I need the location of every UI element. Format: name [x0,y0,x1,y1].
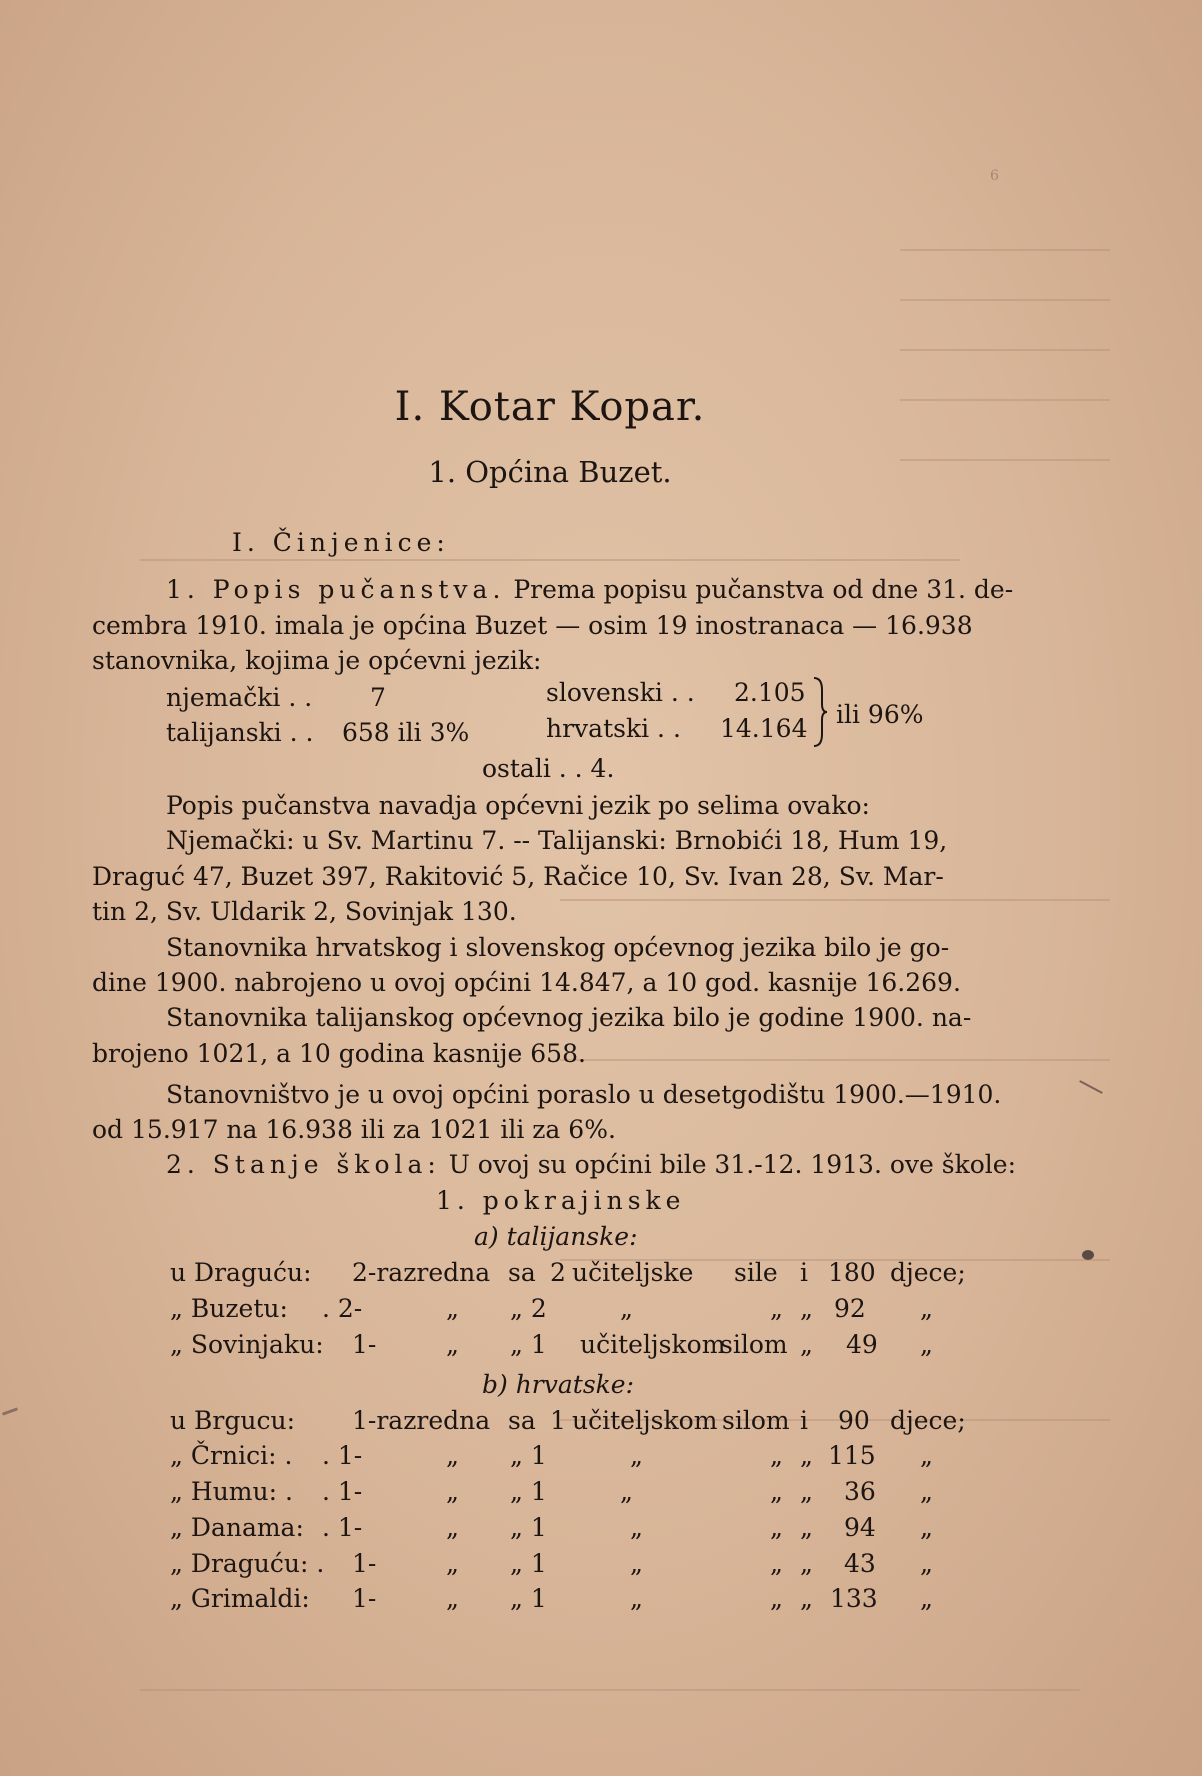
school-end: „ [920,1584,933,1613]
para1-label: 1. Popis pučanstva. [166,575,506,604]
school-place: „ Buzetu: [170,1294,288,1323]
para1-line3: stanovnika, kojima je općevni jezik: [92,646,542,675]
school-teachers: „ [620,1294,633,1323]
school-place: „ Danama: [170,1513,304,1542]
text-line: tin 2, Sv. Uldarik 2, Sovinjak 130. [92,897,517,926]
school-count: 49 [846,1330,878,1359]
lang-slovenski-value: 2.105 [734,678,806,707]
school-count: 43 [844,1549,876,1578]
paper-spot [1082,1250,1094,1260]
school-tail: sile [734,1258,778,1287]
school-grade: 2-razredna [352,1258,491,1287]
school-place: „ Grimaldi: [170,1584,310,1613]
text-line: Stanovništvo je u ovoj općini poraslo u desetgodištu 1900.—1910. [166,1080,1002,1109]
school-teachers: „ [630,1584,643,1613]
school-i: „ [800,1513,813,1542]
school-sa: sa [508,1406,536,1435]
school-grade: . 2- [322,1294,363,1323]
school-teachers: „ [630,1441,643,1470]
para1-line2: cembra 1910. imala je općina Buzet — osim 19 inostranaca — 16.938 [92,611,973,640]
school-end: djece; [890,1406,966,1435]
text-line: Njemački: u Sv. Martinu 7. -- Talijanski: Brnobići 18, Hum 19, [166,826,948,855]
page-title: I. Kotar Kopar. [394,384,706,430]
school-sa: „ [446,1513,459,1542]
curly-brace [812,676,828,748]
school-place: „ Humu: . [170,1477,293,1506]
school-sa: „ [446,1441,459,1470]
section-heading: I. Činjenice: [232,528,450,557]
school-num: „ 1 [510,1549,547,1578]
lang-ostali: ostali . . 4. [482,754,615,783]
school-end: „ [920,1294,933,1323]
school-grade: 1- [352,1330,377,1359]
school-num: 1 [550,1406,566,1435]
school-i: i [800,1258,808,1287]
school-i: „ [800,1584,813,1613]
school-place: „ Draguću: . [170,1549,325,1578]
school-num: „ 2 [510,1294,547,1323]
school-i: „ [800,1477,813,1506]
school-tail: „ [770,1477,783,1506]
school-grade: 1-razredna [352,1406,491,1435]
school-sa: „ [446,1330,459,1359]
school-end: djece; [890,1258,966,1287]
paper-scratch [2,1407,18,1415]
school-place: „ Sovinjaku: [170,1330,324,1359]
group-a-heading: a) talijanske: [474,1222,638,1251]
para2-line [166,1150,1016,1180]
text-line: dine 1900. nabrojeno u ovoj općini 14.847, a 10 god. kasnije 16.269. [92,968,961,997]
lang-hrvatski-label: hrvatski . . [546,714,681,743]
school-sa: sa [508,1258,536,1287]
text-line: od 15.917 na 16.938 ili za 1021 ili za 6%. [92,1115,616,1144]
school-tail: „ [770,1294,783,1323]
lang-talijanski-label: talijanski . . [166,718,314,747]
school-end: „ [920,1441,933,1470]
school-tail: silom [722,1406,790,1435]
school-teachers: učiteljskom [580,1330,726,1359]
school-count: 115 [828,1441,876,1470]
school-teachers: učiteljskom [572,1406,718,1435]
text-line: Draguć 47, Buzet 397, Rakitović 5, Račice 10, Sv. Ivan 28, Sv. Mar- [92,862,944,891]
school-grade: 1- [352,1549,377,1578]
school-i: i [800,1406,808,1435]
school-tail: silom [720,1330,788,1359]
school-sa: „ [446,1294,459,1323]
lang-njemacki-value: 7 [370,683,386,712]
school-teachers: učiteljske [572,1258,694,1287]
school-count: 90 [838,1406,870,1435]
school-i: „ [800,1549,813,1578]
school-count: 92 [834,1294,866,1323]
para1-line1 [166,575,1013,605]
school-teachers: „ [630,1549,643,1578]
paper-scratch [1079,1080,1103,1094]
school-num: „ 1 [510,1513,547,1542]
lang-slovenski-label: slovenski . . [546,678,695,707]
school-sa: „ [446,1477,459,1506]
text-line: Popis pučanstva navadja općevni jezik po selima ovako: [166,791,870,820]
school-count: 133 [830,1584,878,1613]
school-count: 180 [828,1258,876,1287]
lang-njemacki-label: njemački . . [166,683,313,712]
text-line: Stanovnika talijanskog općevnog jezika bilo je godine 1900. na- [166,1003,972,1032]
school-end: „ [920,1513,933,1542]
school-i: „ [800,1330,813,1359]
school-end: „ [920,1477,933,1506]
school-sa: „ [446,1584,459,1613]
schools-heading: 1. pokrajinske [436,1186,686,1215]
school-place: u Brgucu: [170,1406,295,1435]
school-grade: . 1- [322,1441,363,1470]
school-tail: „ [770,1441,783,1470]
text-line: brojeno 1021, a 10 godina kasnije 658. [92,1039,586,1068]
school-num: „ 1 [510,1584,547,1613]
school-num: „ 1 [510,1477,547,1506]
school-end: „ [920,1330,933,1359]
school-count: 36 [844,1477,876,1506]
page-subtitle: 1. Općina Buzet. [428,455,672,489]
school-tail: „ [770,1549,783,1578]
school-grade: 1- [352,1584,377,1613]
school-i: „ [800,1441,813,1470]
para2-label: 2. Stanje škola: [166,1150,441,1179]
lang-talijanski-value: 658 ili 3% [342,718,470,747]
lang-share: ili 96% [836,700,924,729]
para2-rest: U ovoj su općini bile 31.-12. 1913. ove škole: [448,1150,1017,1179]
school-num: „ 1 [510,1330,547,1359]
school-end: „ [920,1549,933,1578]
school-count: 94 [844,1513,876,1542]
school-tail: „ [770,1584,783,1613]
school-grade: . 1- [322,1477,363,1506]
school-grade: . 1- [322,1513,363,1542]
school-num: 2 [550,1258,566,1287]
school-tail: „ [770,1513,783,1542]
page-number: 6 [990,168,999,184]
school-teachers: „ [620,1477,633,1506]
school-place: u Draguću: [170,1258,312,1287]
lang-hrvatski-value: 14.164 [720,714,808,743]
school-num: „ 1 [510,1441,547,1470]
school-teachers: „ [630,1513,643,1542]
school-i: „ [800,1294,813,1323]
text-line: Stanovnika hrvatskog i slovenskog općevnog jezika bilo je go- [166,933,950,962]
para1-line1-rest: Prema popisu pučanstva od dne 31. de- [513,575,1014,604]
school-place: „ Črnici: . [170,1441,293,1470]
group-b-heading: b) hrvatske: [482,1370,635,1399]
school-sa: „ [446,1549,459,1578]
